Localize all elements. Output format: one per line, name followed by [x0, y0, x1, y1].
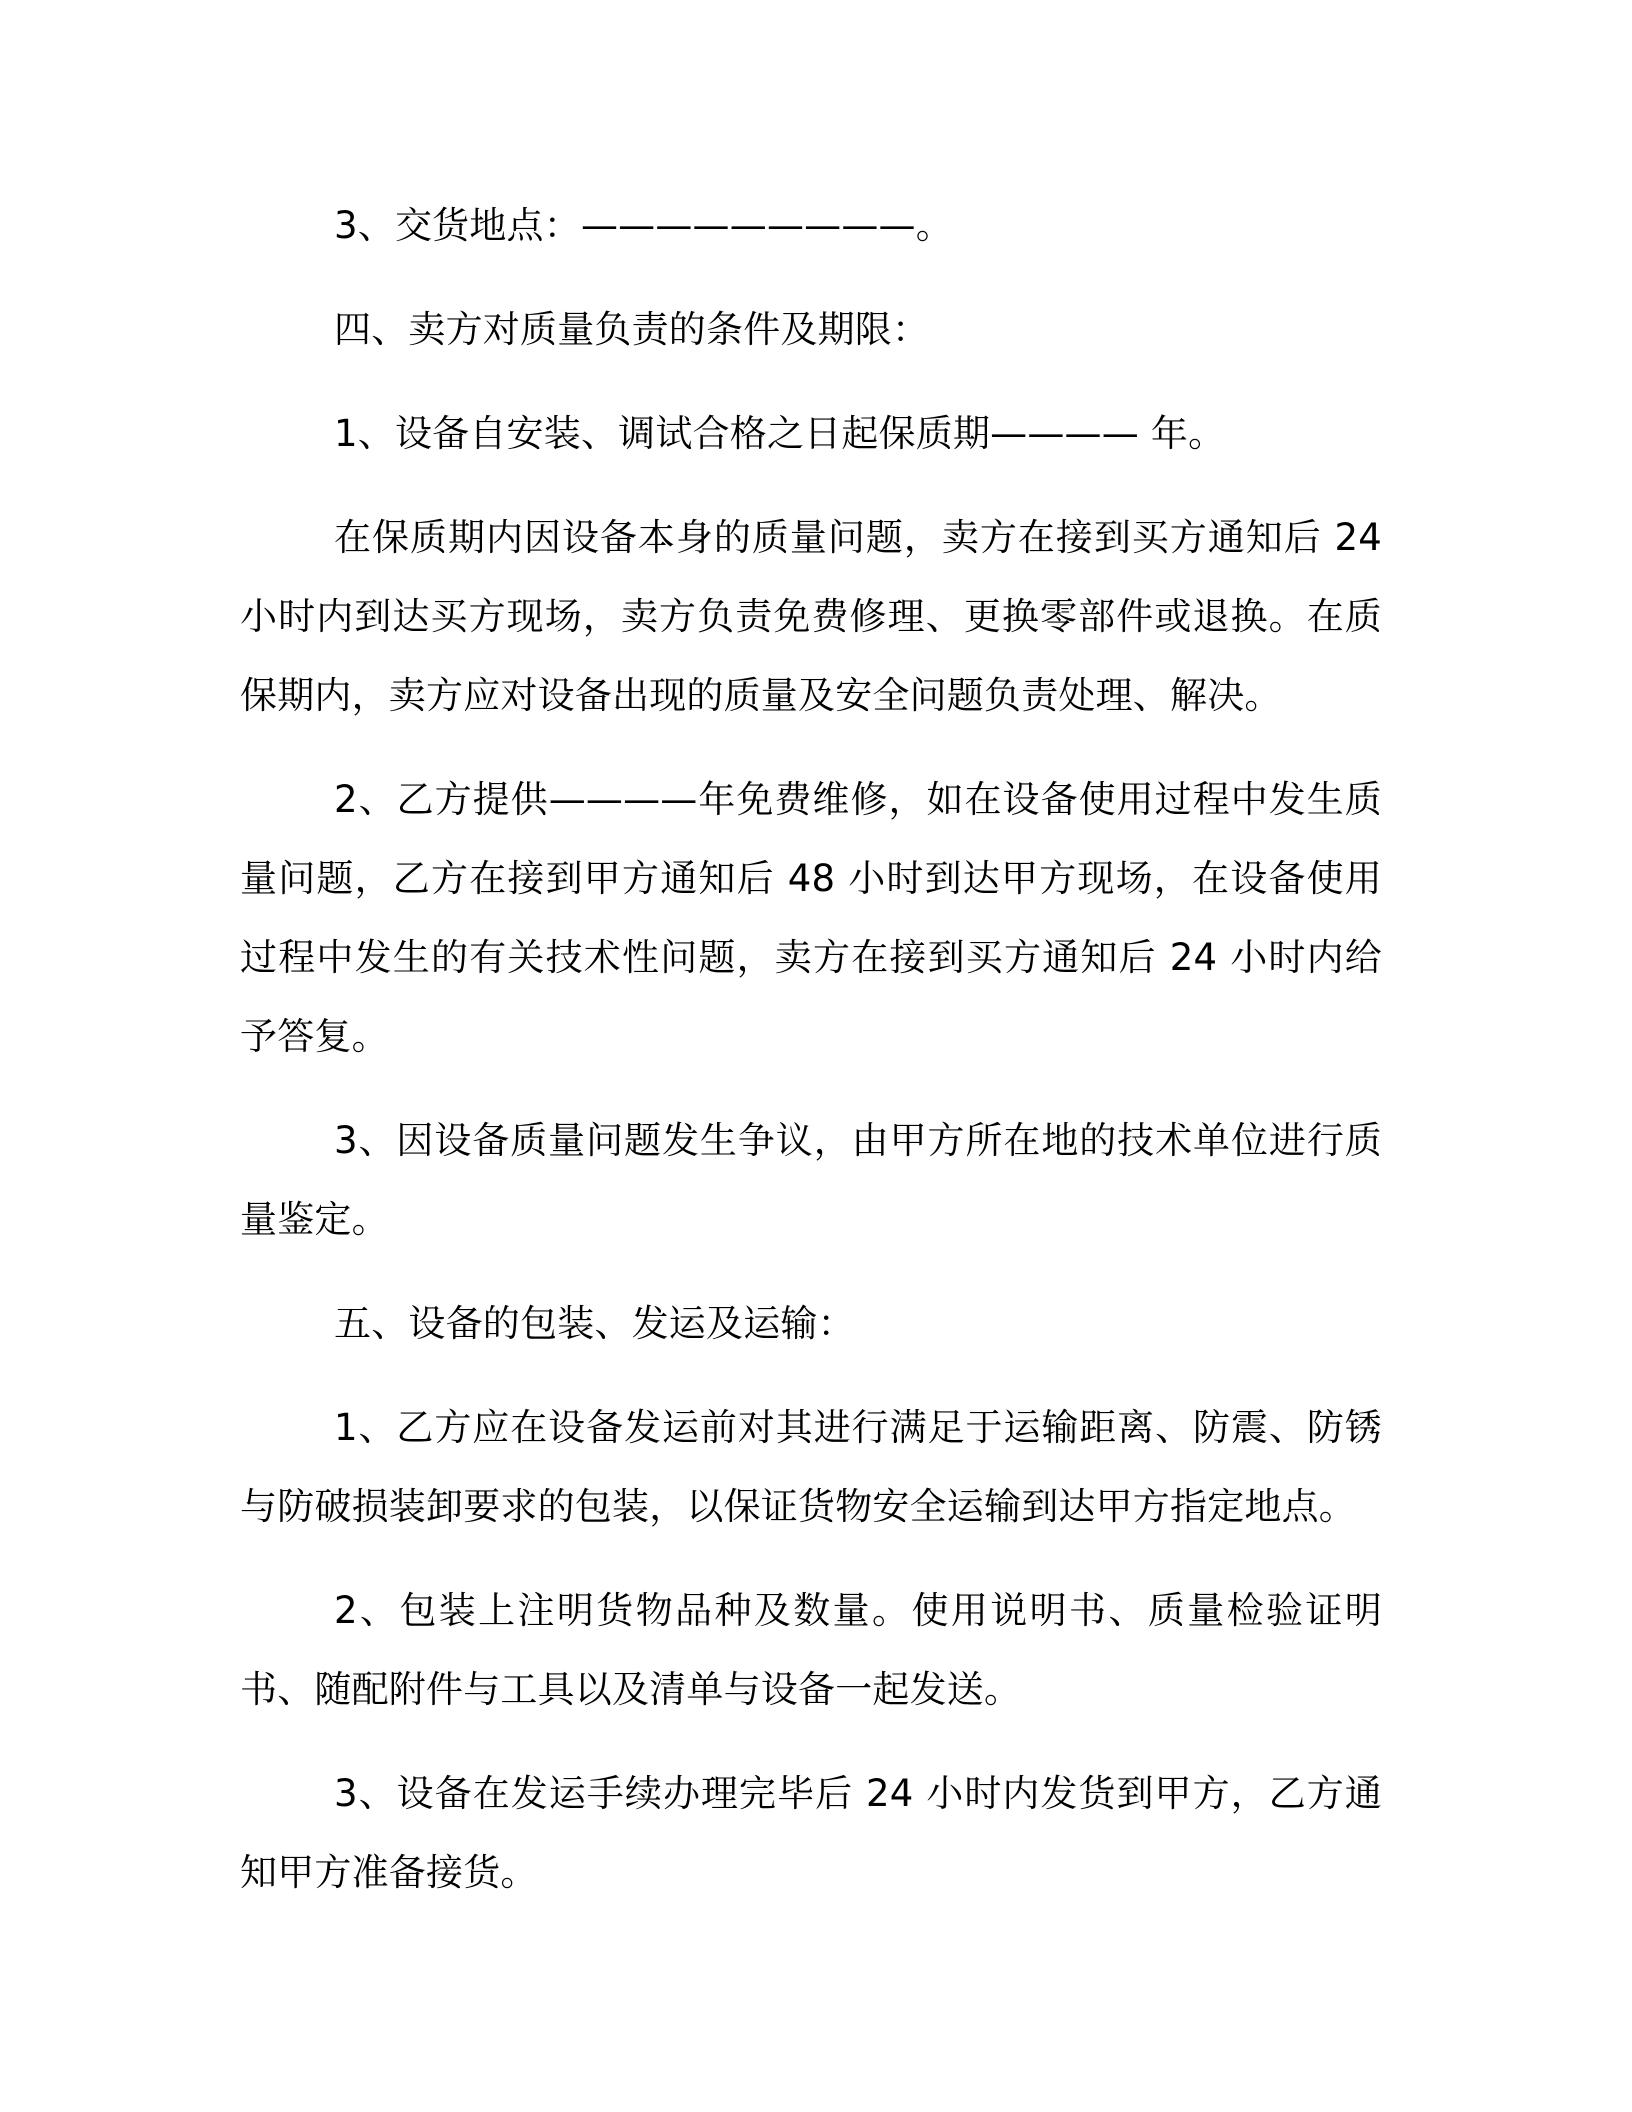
section-five-heading: 五、设备的包装、发运及运输： [334, 1302, 855, 1345]
delivery-location-clause: 3、交货地点：—————————。 [334, 204, 953, 247]
section-four-heading: 四、卖方对质量负责的条件及期限： [334, 308, 930, 351]
shipping-clause: 3、设备在发运手续办理完毕后 24 小时内发货到甲方，乙方通知甲方准备接货。 [240, 1772, 1382, 1894]
quality-dispute-clause: 3、因设备质量问题发生争议，由甲方所在地的技术单位进行质量鉴定。 [240, 1119, 1382, 1241]
warranty-period-clause: 1、设备自安装、调试合格之日起保质期———— 年。 [334, 412, 1226, 455]
document-body [240, 186, 1382, 1912]
packaging-clause: 1、乙方应在设备发运前对其进行满足于运输距离、防震、防锈与防破损装卸要求的包装，以保证货物安全运输到达甲方指定地点。 [240, 1406, 1382, 1528]
packaging-label-clause: 2、包装上注明货物品种及数量。使用说明书、质量检验证明书、随配附件与工具以及清单与设备一起发送。 [240, 1589, 1382, 1711]
free-maintenance-clause: 2、乙方提供————年免费维修，如在设备使用过程中发生质量问题，乙方在接到甲方通知后 48 小时到达甲方现场，在设备使用过程中发生的有关技术性问题，卖方在接到买方通知后 24 小时内给予答复。 [240, 778, 1382, 1058]
warranty-repair-paragraph: 在保质期内因设备本身的质量问题，卖方在接到买方通知后 24 小时内到达买方现场，卖方负责免费修理、更换零部件或退换。在质保期内，卖方应对设备出现的质量及安全问题负责处理、解决。 [240, 516, 1382, 717]
